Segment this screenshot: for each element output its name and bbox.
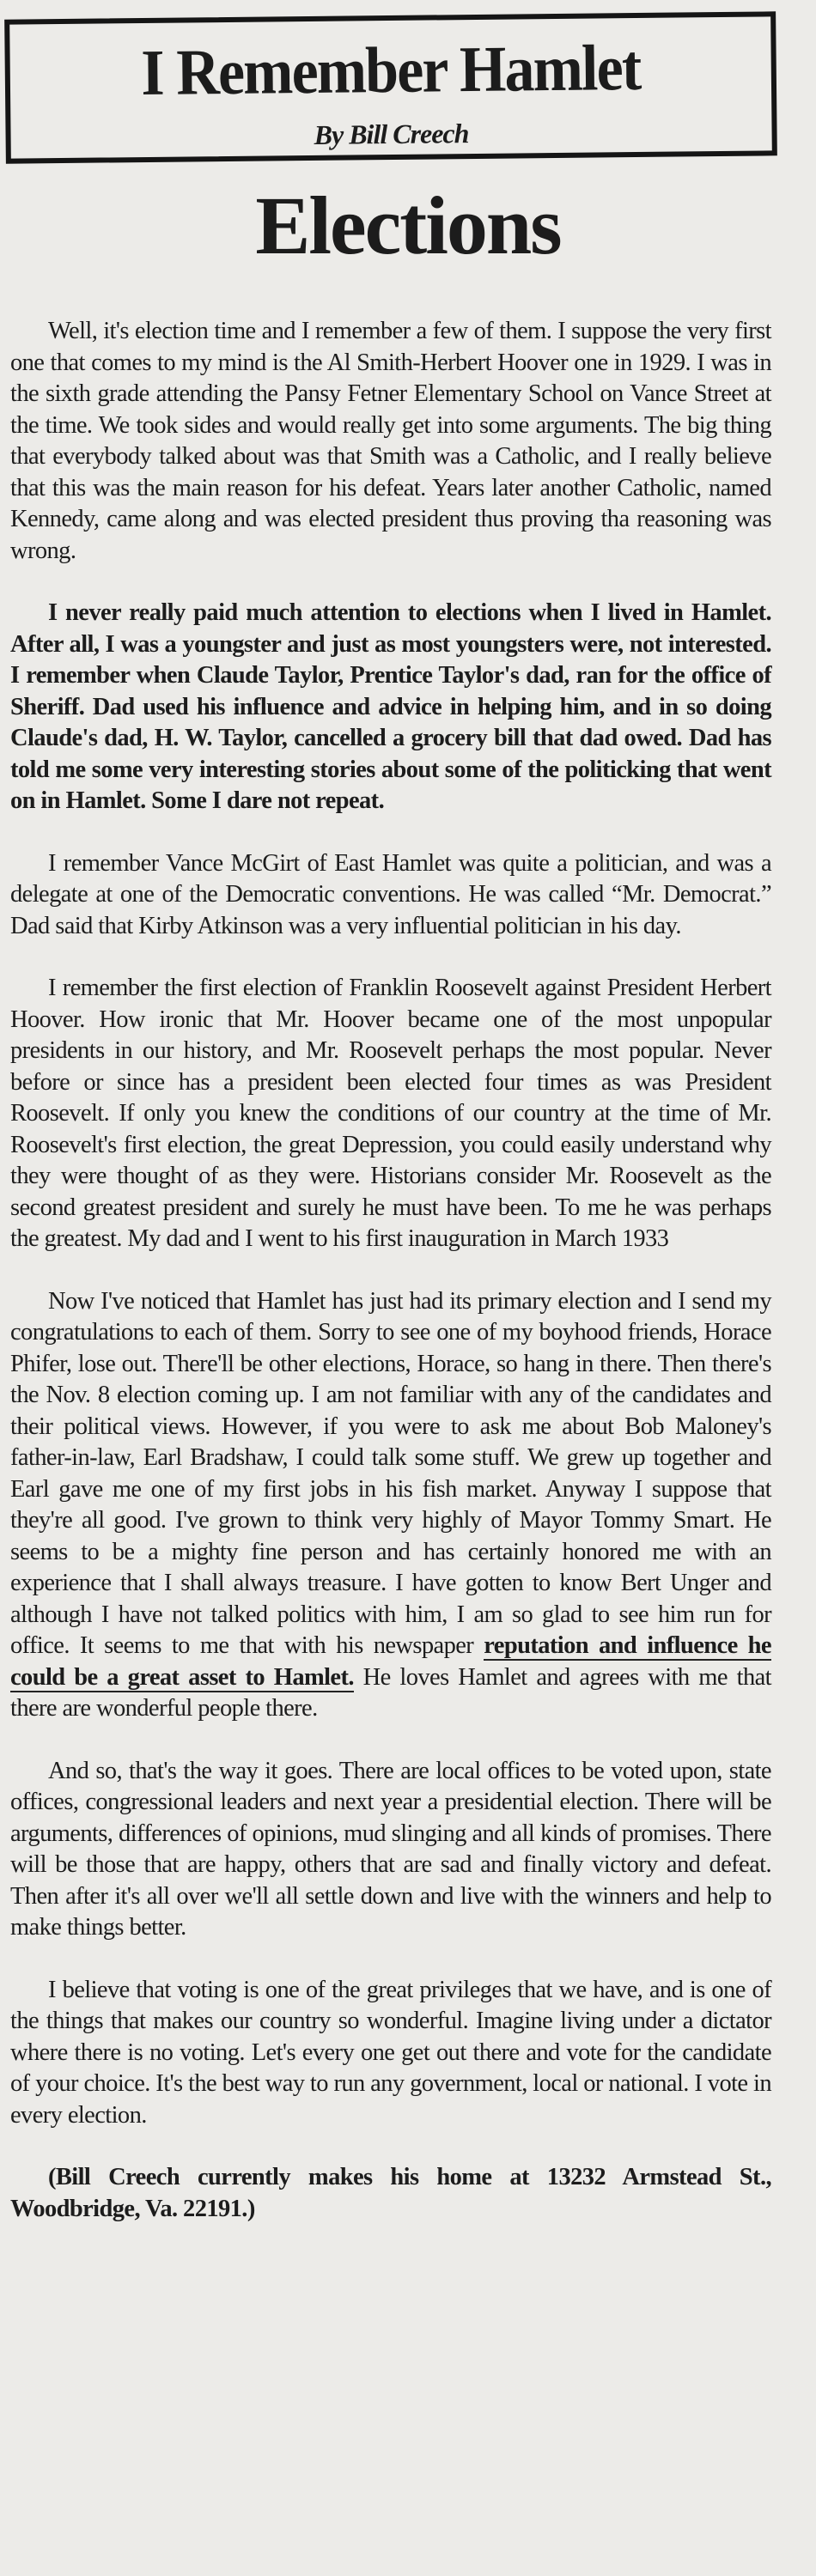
article-body bbox=[10, 316, 771, 2256]
column-header-box bbox=[4, 11, 777, 163]
article-headline: Elections bbox=[255, 179, 561, 271]
paragraph: I remember Vance McGirt of East Hamlet was quite a politician, and was a delegate at one of the Democratic conventions. He was called “Mr. Democrat.” Dad said that Kirby Atkinson was a very influential politician in his day. bbox=[10, 849, 771, 939]
author-note: (Bill Creech currently makes his home at 13232 Armstead St., Woodbridge, Va. 22191.) bbox=[10, 2164, 771, 2222]
byline: By Bill Creech bbox=[314, 118, 469, 150]
paragraph-text: Now I've noticed that Hamlet has just had its primary election and I send my congratulations to each of them. Sorry to see one of my boyhood friends, Horace Phifer, lose out. There'll be other elections, Horace, so hang in there. Then there's the Nov. 8 election coming up. I am not familiar with any of the candidates and their political views. However, if you were to ask me about Bob Maloney's father-in-law, Earl Bradshaw, I could talk some stuff. We grew up together and Earl gave me one of my first jobs in his fish market. Anyway I suppose that they're all good. I've grown to think very highly of Mayor Tommy Smart. He seems to be a mighty fine person and has certainly honored me with an experience that I shall always treasure. I have gotten to know Bert Unger and although I have not talked politics with him, I am so glad to see him run for office. It seems to me that with his newspaper bbox=[10, 1287, 771, 1659]
paragraph: And so, that's the way it goes. There are local offices to be voted upon, state offices, congressional leaders and next year a presidential election. There will be arguments, differences of opinions, mud slinging and all kinds of promises. There will be those that are happy, others that are sad and finally victory and defeat. Then after it's all over we'll all settle down and live with the winners and help to make things better. bbox=[10, 1757, 771, 1941]
paragraph-text: He loves Hamlet and agrees with me that there are wonderful people there. bbox=[10, 1663, 771, 1722]
highlighted-text: reputation and influence he could be a great asset to Hamlet. bbox=[10, 1632, 771, 1691]
series-title: I Remember Hamlet bbox=[140, 31, 641, 110]
paragraph: I believe that voting is one of the great privileges that we have, and is one of the things that makes our country so wonderful. Imagine living under a dictator where there is no voting. Let's every one get out there and vote for the candidate of your choice. It's the best way to run any government, local or national. I vote in every election. bbox=[10, 1976, 771, 2129]
paragraph: I remember the first election of Franklin Roosevelt against President Herbert Hoover. How ironic that Mr. Hoover became one of the most unpopular presidents in our history, and Mr. Roosevelt perhaps the most popular. Never before or since has a president been elected four times as was President Roosevelt. If only you knew the conditions of our country at the time of Mr. Roosevelt's first election, the great Depression, you could easily understand why they were thought of as they were. Historians consider Mr. Roosevelt as the second greatest president and surely he must have been. To me he was perhaps the greatest. My dad and I went to his first inauguration in March 1933 bbox=[10, 975, 771, 1252]
paragraph bbox=[10, 1286, 771, 1725]
paragraph: Well, it's election time and I remember a few of them. I suppose the very first one that comes to my mind is the Al Smith-Herbert Hoover one in 1929. I was in the sixth grade attending the Pansy Fetner Elementary School on Vance Street at the time. We took sides and would really get into some arguments. The big thing that everybody talked about was that Smith was a Catholic, and I really believe that this was the main reason for his defeat. Years later another Catholic, named Kennedy, came along and was elected president thus proving tha reasoning was wrong. bbox=[10, 318, 771, 564]
paragraph: I never really paid much attention to elections when I lived in Hamlet. After all, I was a youngster and just as most youngsters were, not interested. I remember when Claude Taylor, Prentice Taylor's dad, ran for the office of Sheriff. Dad used his influence and advice in helping him, and in so doing Claude's dad, H. W. Taylor, cancelled a grocery bill that dad owed. Dad has told me some very interesting stories about some of the politicking that went on in Hamlet. Some I dare not repeat. bbox=[10, 599, 771, 814]
